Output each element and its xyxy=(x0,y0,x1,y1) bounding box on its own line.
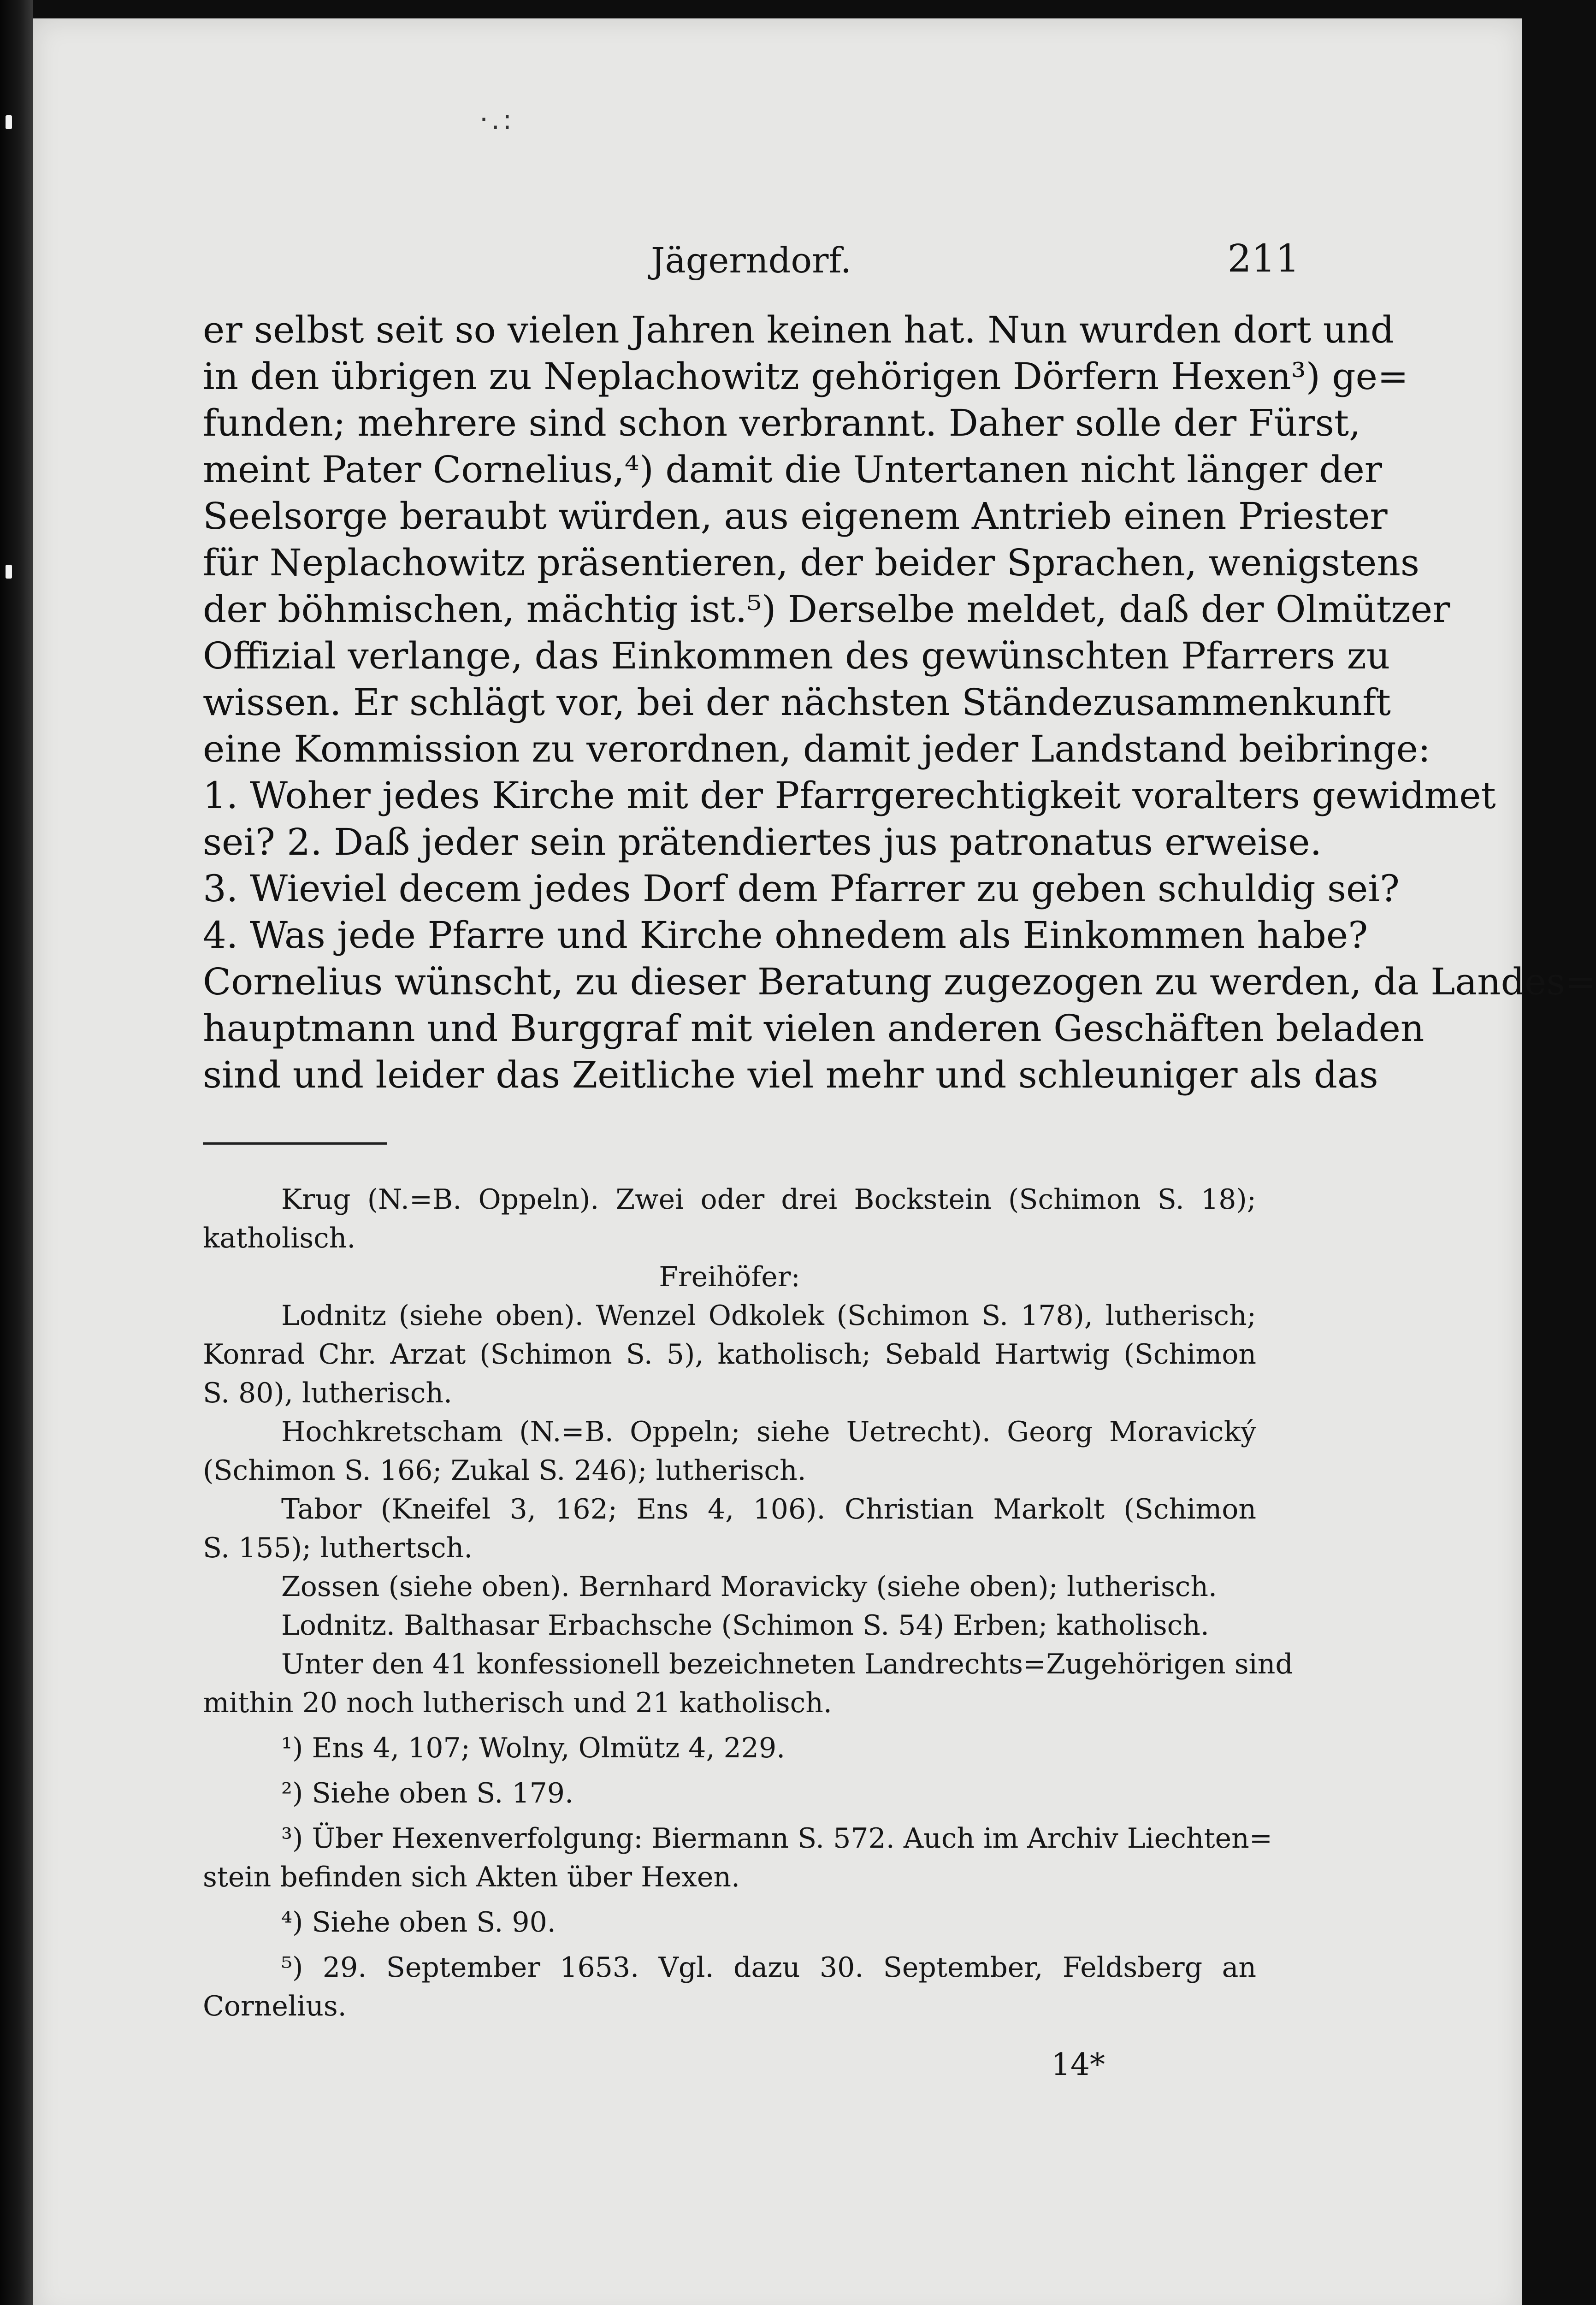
body-text-line: 1. Woher jedes Kirche mit der Pfarrgerechtigkeit voralters gewidmet xyxy=(203,774,1496,817)
edge-mark-icon xyxy=(6,115,12,129)
body-text-line: hauptmann und Burggraf mit vielen anderen Geschäften beladen xyxy=(203,1007,1425,1050)
body-text-line: sei? 2. Daß jeder sein prätendiertes jus patronatus erweise. xyxy=(203,821,1322,863)
note-heading: Freihöfer: xyxy=(659,1261,800,1293)
body-text-line: sind und leider das Zeitliche viel mehr und schleuniger als das xyxy=(203,1053,1378,1096)
note-line: Lodnitz (siehe oben). Wenzel Odkolek (Schimon S. 178), lutherisch; xyxy=(281,1300,1256,1332)
body-text-line: 3. Wieviel decem jedes Dorf dem Pfarrer zu geben schuldig sei? xyxy=(203,867,1400,910)
note-line: Lodnitz. Balthasar Erbachsche (Schimon S. 54) Erben; katholisch. xyxy=(281,1609,1209,1642)
footnote-2: ²) Siehe oben S. 179. xyxy=(281,1777,574,1809)
body-text-line: 4. Was jede Pfarre und Kirche ohnedem als Einkommen habe? xyxy=(203,914,1368,957)
book-spine-edge xyxy=(0,0,33,2305)
note-line: S. 155); luthertsch. xyxy=(203,1532,473,1564)
footnote-4: ⁴) Siehe oben S. 90. xyxy=(281,1906,556,1939)
sheet-signature: 14* xyxy=(1051,2047,1105,2082)
body-text-line: funden; mehrere sind schon verbrannt. Daher solle der Fürst, xyxy=(203,402,1361,444)
footnote-separator-rule xyxy=(203,1142,387,1145)
note-line: Unter den 41 konfessionell bezeichneten Landrechts=Zugehörigen sind xyxy=(281,1648,1293,1680)
note-line: Zossen (siehe oben). Bernhard Moravicky (siehe oben); lutherisch. xyxy=(281,1571,1218,1603)
edge-mark-icon xyxy=(6,565,12,579)
page-number: 211 xyxy=(1227,237,1300,281)
body-text-line: für Neplachowitz präsentieren, der beider Sprachen, wenigstens xyxy=(203,541,1419,584)
note-line: Krug (N.=B. Oppeln). Zwei oder drei Bockstein (Schimon S. 18); xyxy=(281,1183,1256,1216)
footnote-3: ³) Über Hexenverfolgung: Biermann S. 572. Auch im Archiv Liechten= xyxy=(281,1822,1273,1855)
running-head xyxy=(203,230,1300,286)
note-line: Tabor (Kneifel 3, 162; Ens 4, 106). Christian Markolt (Schimon xyxy=(281,1493,1256,1525)
print-specks-decoration: ·.: xyxy=(479,104,515,136)
footnote-5: ⁵) 29. September 1653. Vgl. dazu 30. September, Feldsberg an xyxy=(281,1951,1256,1984)
body-text-line: Offizial verlange, das Einkommen des gewünschten Pfarrers zu xyxy=(203,634,1390,677)
body-text-line: Cornelius wünscht, zu dieser Beratung zugezogen zu werden, da Landes= xyxy=(203,960,1596,1003)
main-text-block xyxy=(203,307,1596,1098)
body-text-line: eine Kommission zu verordnen, damit jeder Landstand beibringe: xyxy=(203,727,1431,770)
body-text-line: wissen. Er schlägt vor, bei der nächsten Ständezusammenkunft xyxy=(203,681,1391,724)
note-line: Hochkretscham (N.=B. Oppeln; siehe Uetrecht). Georg Moravický xyxy=(281,1416,1256,1448)
note-line: katholisch. xyxy=(203,1222,356,1254)
note-line: (Schimon S. 166; Zukal S. 246); lutherisch. xyxy=(203,1454,806,1487)
body-text-line: Seelsorge beraubt würden, aus eigenem Antrieb einen Priester xyxy=(203,495,1388,538)
note-line: Konrad Chr. Arzat (Schimon S. 5), katholisch; Sebald Hartwig (Schimon xyxy=(203,1338,1256,1371)
body-text-line: meint Pater Cornelius,⁴) damit die Untertanen nicht länger der xyxy=(203,448,1383,491)
footnote-1: ¹) Ens 4, 107; Wolny, Olmütz 4, 229. xyxy=(281,1732,786,1764)
note-line: S. 80), lutherisch. xyxy=(203,1377,453,1409)
body-text-line: in den übrigen zu Neplachowitz gehörigen Dörfern Hexen³) ge= xyxy=(203,355,1408,398)
footnote-5-continued: Cornelius. xyxy=(203,1990,347,2022)
running-head-title: Jägerndorf. xyxy=(651,240,851,281)
body-text-line: er selbst seit so vielen Jahren keinen hat. Nun wurden dort und xyxy=(203,308,1395,351)
body-text-line: der böhmischen, mächtig ist.⁵) Derselbe meldet, daß der Olmützer xyxy=(203,588,1450,631)
footnotes-block xyxy=(203,1180,1293,2026)
note-line: mithin 20 noch lutherisch und 21 katholisch. xyxy=(203,1687,832,1719)
footnote-3-continued: stein befinden sich Akten über Hexen. xyxy=(203,1861,740,1893)
